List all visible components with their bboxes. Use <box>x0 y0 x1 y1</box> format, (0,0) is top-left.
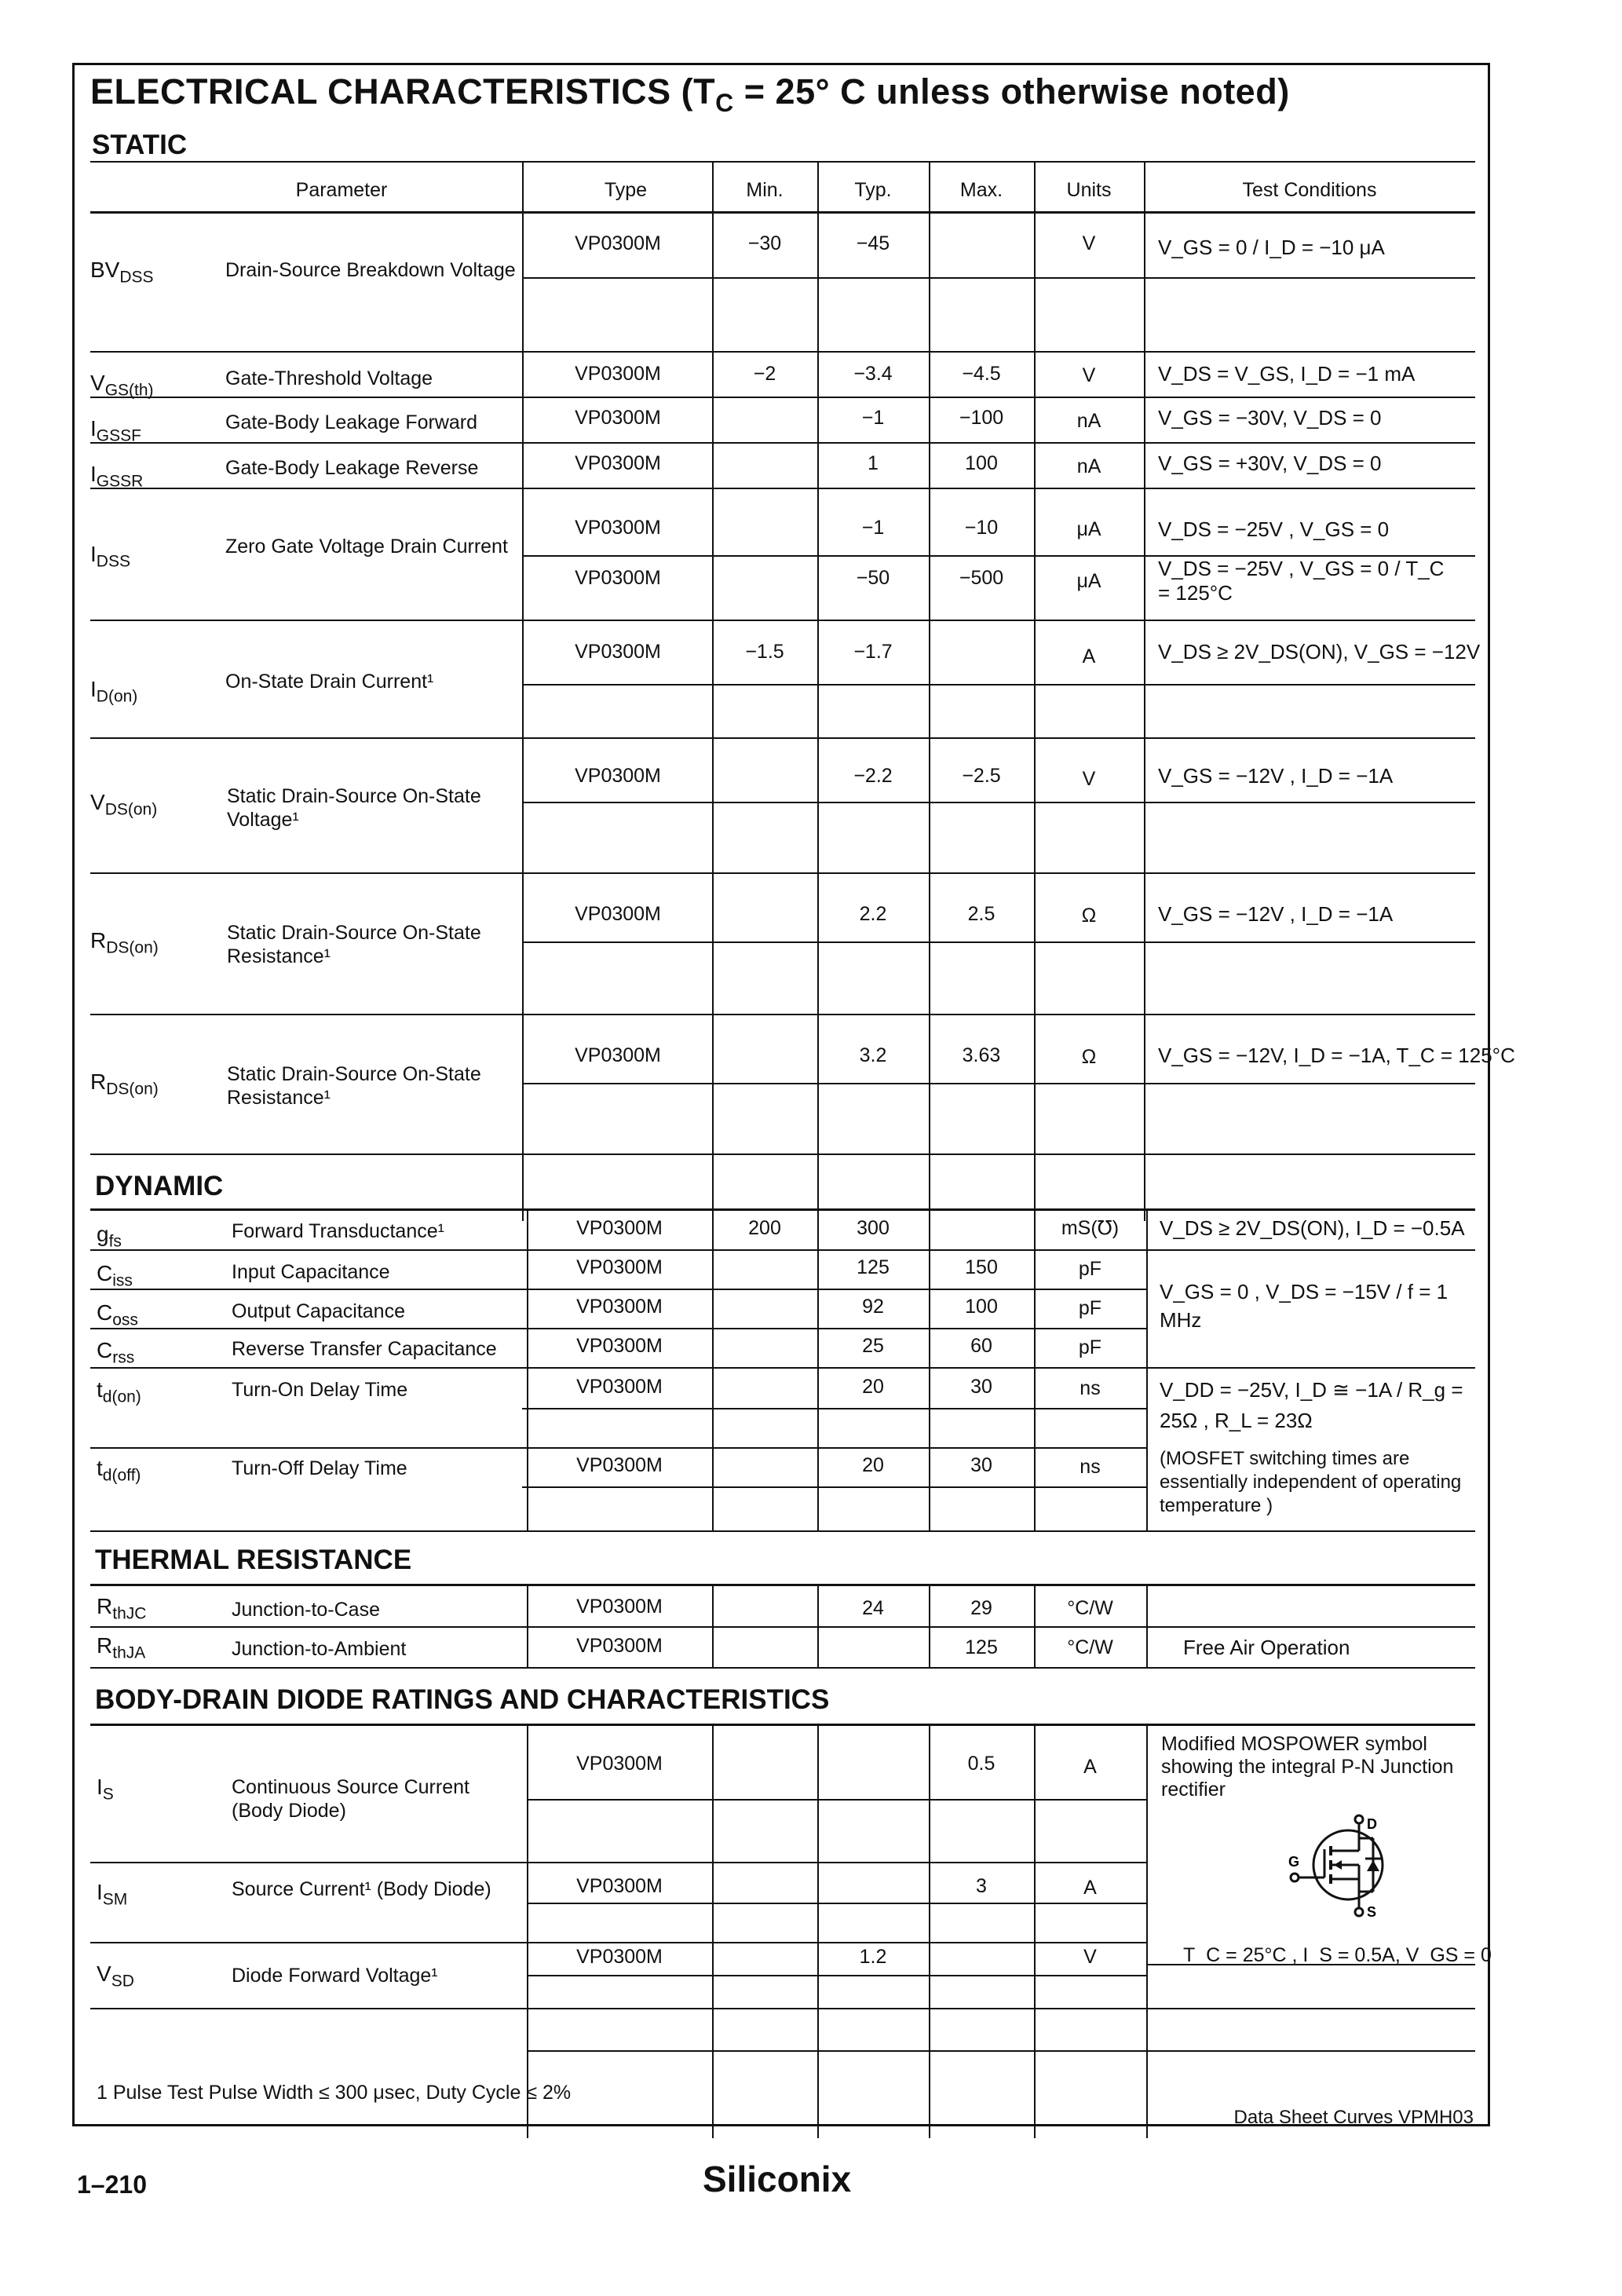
parameter-desc: Reverse Transfer Capacitance <box>232 1338 497 1360</box>
max-value: −100 <box>959 407 1004 429</box>
col-rule <box>712 161 714 1221</box>
max-value: −4.5 <box>962 363 1001 385</box>
col-rule <box>527 1724 528 2138</box>
typ-value: 1.2 <box>859 1946 887 1968</box>
datasheet-frame <box>72 63 1515 2128</box>
test-condition: V_GS = −30V, V_DS = 0 <box>1158 406 1382 430</box>
rule <box>90 1584 1475 1586</box>
type-value: VP0300M <box>576 1454 663 1476</box>
header-typ: Typ. <box>854 179 892 201</box>
symbol: $V_{SD}$ <box>97 1961 134 1991</box>
typ-value: 24 <box>862 1597 884 1619</box>
test-condition: V_DS = V_GS, I_D = −1 mA <box>1158 362 1416 386</box>
type-value: VP0300M <box>575 1044 661 1066</box>
typ-value: −1 <box>861 407 885 429</box>
rule <box>522 684 1475 686</box>
col-rule <box>1146 1208 1148 1530</box>
symbol: $t_{d(off)}$ <box>97 1456 141 1485</box>
type-value: VP0300M <box>576 1753 663 1775</box>
symbol: $C_{rss}$ <box>97 1338 135 1367</box>
rule <box>522 1408 1146 1409</box>
type-value: VP0300M <box>575 407 661 429</box>
col-rule <box>817 1724 819 2138</box>
parameter-desc: Gate-Threshold Voltage <box>225 367 433 389</box>
units-value: pF <box>1078 1258 1102 1280</box>
typ-value: 1 <box>868 452 879 474</box>
rule <box>90 1530 1475 1532</box>
rule <box>90 211 1475 214</box>
units-value: A <box>1083 1877 1097 1899</box>
symbol: $I_{SM}$ <box>97 1880 128 1909</box>
typ-value: −1.7 <box>853 641 893 663</box>
typ-value: −1 <box>861 517 885 539</box>
max-value: 30 <box>970 1376 992 1398</box>
max-value: 60 <box>970 1335 992 1357</box>
typ-value: −45 <box>856 232 890 254</box>
units-value: Ω <box>1081 905 1097 927</box>
symbol: $V_{DS(on)}$ <box>90 790 158 819</box>
parameter-desc: Output Capacitance <box>232 1300 405 1322</box>
typ-value: 300 <box>857 1217 890 1239</box>
rule <box>90 351 1475 353</box>
test-condition: V_DS ≥ 2V_DS(ON), V_GS = −12V <box>1158 640 1481 664</box>
units-value: μA <box>1076 570 1101 592</box>
units-value: A <box>1082 645 1096 667</box>
test-condition: V_DS = −25V , V_GS = 0 / T_C = 125°C <box>1158 557 1445 605</box>
test-condition: V_GS = −12V , I_D = −1A <box>1158 764 1394 788</box>
test-condition: Free Air Operation <box>1183 1636 1350 1659</box>
rule <box>522 1486 1146 1488</box>
rule <box>90 1667 1475 1669</box>
units-value: V <box>1083 1946 1097 1968</box>
min-value: 200 <box>748 1217 781 1239</box>
min-value: −1.5 <box>745 641 784 663</box>
rule <box>527 2050 1475 2052</box>
header-min: Min. <box>746 179 784 201</box>
type-value: VP0300M <box>575 903 661 925</box>
type-value: VP0300M <box>575 232 661 254</box>
header-units: Units <box>1066 179 1112 201</box>
max-value: 0.5 <box>967 1753 995 1775</box>
section-diode: BODY-DRAIN DIODE RATINGS AND CHARACTERISTICS <box>95 1684 830 1715</box>
max-value: 150 <box>965 1256 998 1278</box>
parameter-desc: Static Drain-Source On-State Resistance¹ <box>227 1063 481 1109</box>
rule <box>90 1626 1475 1628</box>
max-value: 29 <box>970 1597 992 1619</box>
header-conditions: Test Conditions <box>1242 179 1377 201</box>
type-value: VP0300M <box>575 452 661 474</box>
col-rule <box>712 1208 714 1530</box>
test-condition: V_GS = 0 / I_D = −10 μA <box>1158 236 1385 259</box>
typ-value: 2.2 <box>859 903 887 925</box>
symbol: $C_{oss}$ <box>97 1300 138 1329</box>
max-value: 125 <box>965 1636 998 1658</box>
symbol: $I_S$ <box>97 1775 114 1804</box>
parameter-desc: Gate-Body Leakage Reverse <box>225 457 479 479</box>
data-sheet-curves: Data Sheet Curves VPMH03 <box>1233 2107 1474 2128</box>
min-value: −2 <box>753 363 776 385</box>
symbol: $R_{thJA}$ <box>97 1633 146 1662</box>
type-value: VP0300M <box>575 765 661 787</box>
max-value: −10 <box>964 517 999 539</box>
symbol: $R_{DS(on)}$ <box>90 1069 159 1099</box>
units-value: nA <box>1076 410 1101 432</box>
type-value: VP0300M <box>576 1946 663 1968</box>
units-value: nA <box>1076 455 1101 477</box>
test-condition: V_DS ≥ 2V_DS(ON), I_D = −0.5A <box>1160 1216 1465 1240</box>
test-condition: V_GS = −12V, I_D = −1A, T_C = 125°C <box>1158 1044 1515 1067</box>
rule <box>90 737 1475 739</box>
col-rule <box>712 1724 714 2138</box>
type-value: VP0300M <box>576 1596 663 1618</box>
max-value: 2.5 <box>967 903 995 925</box>
rule <box>522 802 1475 803</box>
test-condition: Modified MOSPOWER symbol showing the integral P-N Junction rectifier <box>1161 1733 1454 1801</box>
rule <box>90 1208 1475 1211</box>
rule <box>90 1289 1146 1290</box>
rule <box>90 1249 1475 1251</box>
symbol: $I_{D(on)}$ <box>90 677 138 706</box>
units-value: μA <box>1076 518 1101 540</box>
rule <box>527 1903 1146 1904</box>
type-value: VP0300M <box>576 1256 663 1278</box>
units-value: mS(℧) <box>1061 1217 1120 1239</box>
rule <box>90 1153 1475 1155</box>
type-value: VP0300M <box>576 1335 663 1357</box>
rule <box>90 1367 1475 1369</box>
source-label: S <box>1367 1904 1377 1920</box>
type-value: VP0300M <box>576 1376 663 1398</box>
test-condition: V_GS = +30V, V_DS = 0 <box>1158 452 1382 475</box>
units-value: °C/W <box>1067 1636 1113 1658</box>
units-value: ns <box>1080 1377 1101 1399</box>
typ-value: 20 <box>862 1376 884 1398</box>
header-max: Max. <box>959 179 1003 201</box>
units-value: ns <box>1080 1456 1101 1478</box>
symbol: $V_{GS(th)}$ <box>90 371 154 400</box>
page-title: ELECTRICAL CHARACTERISTICS ($T_C = 25^\circ$ C unless otherwise noted) <box>90 71 1290 117</box>
type-value: VP0300M <box>576 1217 663 1239</box>
type-value: VP0300M <box>576 1635 663 1657</box>
typ-value: −50 <box>856 567 890 589</box>
symbol: $R_{thJC}$ <box>97 1594 147 1623</box>
units-value: A <box>1083 1756 1097 1778</box>
units-value: pF <box>1078 1297 1102 1319</box>
symbol: $C_{iss}$ <box>97 1261 133 1290</box>
rule <box>527 1799 1146 1801</box>
symbol: $t_{d(on)}$ <box>97 1377 141 1406</box>
rule <box>90 1328 1146 1329</box>
parameter-desc: Diode Forward Voltage¹ <box>232 1965 438 1987</box>
symbol: $R_{DS(on)}$ <box>90 928 159 957</box>
type-value: VP0300M <box>575 567 661 589</box>
typ-value: 125 <box>857 1256 890 1278</box>
typ-value: −2.2 <box>853 765 893 787</box>
max-value: 100 <box>965 452 998 474</box>
parameter-desc: Continuous Source Current (Body Diode) <box>232 1776 469 1822</box>
parameter-desc: Junction-to-Case <box>232 1599 380 1621</box>
max-value: −500 <box>959 567 1004 589</box>
parameter-desc: Zero Gate Voltage Drain Current <box>225 536 508 558</box>
typ-value: −3.4 <box>853 363 893 385</box>
header-parameter: Parameter <box>295 179 388 201</box>
parameter-desc: Drain-Source Breakdown Voltage <box>225 259 516 281</box>
max-value: 100 <box>965 1296 998 1318</box>
symbol: $g_{fs}$ <box>97 1222 122 1251</box>
rule <box>90 1447 1146 1449</box>
units-value: V <box>1082 232 1096 254</box>
gate-label: G <box>1288 1854 1300 1870</box>
col-rule <box>1034 1724 1036 2138</box>
symbol: $I_{DSS}$ <box>90 542 130 571</box>
type-value: VP0300M <box>576 1296 663 1318</box>
parameter-desc: On-State Drain Current¹ <box>225 671 434 693</box>
units-value: Ω <box>1081 1046 1097 1068</box>
parameter-desc: Forward Transductance¹ <box>232 1220 444 1242</box>
rule <box>90 1862 1146 1863</box>
col-rule <box>929 1724 930 2138</box>
col-rule <box>712 1584 714 1667</box>
rule <box>90 2008 1475 2009</box>
units-value: V <box>1082 768 1096 790</box>
type-value: VP0300M <box>575 517 661 539</box>
drain-label: D <box>1367 1816 1377 1832</box>
rule <box>522 941 1475 943</box>
parameter-desc: Gate-Body Leakage Forward <box>225 411 478 433</box>
min-value: −30 <box>747 232 782 254</box>
test-condition: (MOSFET switching times are essentially independent of operating temperature ) <box>1160 1448 1462 1516</box>
section-thermal: THERMAL RESISTANCE <box>95 1545 412 1575</box>
page-number: 1–210 <box>77 2170 147 2199</box>
parameter-desc: Turn-Off Delay Time <box>232 1457 407 1479</box>
typ-value: 92 <box>862 1296 884 1318</box>
header-type: Type <box>604 179 648 201</box>
rule <box>90 1942 1146 1943</box>
parameter-desc: Junction-to-Ambient <box>232 1638 407 1660</box>
typ-value: 25 <box>862 1335 884 1357</box>
symbol: $I_{GSSF}$ <box>90 416 141 445</box>
typ-value: 3.2 <box>859 1044 887 1066</box>
max-value: −2.5 <box>962 765 1001 787</box>
test-condition: V_DS = −25V , V_GS = 0 <box>1158 517 1390 541</box>
max-value: 3 <box>976 1875 987 1897</box>
rule <box>522 1083 1475 1084</box>
section-static: STATIC <box>92 130 188 160</box>
col-rule <box>1146 1724 1148 2138</box>
parameter-desc: Static Drain-Source On-State Voltage¹ <box>227 785 481 831</box>
section-dynamic: DYNAMIC <box>95 1171 224 1201</box>
rule <box>90 397 1475 398</box>
rule <box>90 1724 1475 1726</box>
rule <box>90 872 1475 874</box>
typ-value: 20 <box>862 1454 884 1476</box>
mospower-symbol <box>1276 1808 1417 1926</box>
symbol: $BV_{DSS}$ <box>90 258 154 287</box>
parameter-desc: Source Current¹ (Body Diode) <box>232 1878 491 1900</box>
units-value: V <box>1082 364 1096 386</box>
footnote: 1 Pulse Test Pulse Width ≤ 300 μsec, Duty Cycle ≤ 2% <box>97 2082 572 2104</box>
units-value: pF <box>1078 1336 1102 1358</box>
parameter-desc: Turn-On Delay Time <box>232 1379 408 1401</box>
rule <box>90 442 1475 444</box>
rule <box>90 1014 1475 1015</box>
brand-logo: Siliconix <box>703 2159 852 2199</box>
type-value: VP0300M <box>575 363 661 385</box>
test-condition: V_GS = −12V , I_D = −1A <box>1158 902 1394 926</box>
rule <box>527 1975 1146 1976</box>
col-rule <box>1146 1584 1148 1667</box>
type-value: VP0300M <box>575 641 661 663</box>
max-value: 30 <box>970 1454 992 1476</box>
col-rule <box>1144 161 1145 1221</box>
units-value: °C/W <box>1067 1597 1113 1619</box>
max-value: 3.63 <box>962 1044 1001 1066</box>
parameter-desc: Static Drain-Source On-State Resistance¹ <box>227 922 481 967</box>
rule <box>90 161 1475 163</box>
test-condition: T_C = 25°C , I_S = 0.5A, V_GS = 0 <box>1183 1944 1492 1966</box>
rule <box>90 620 1475 621</box>
test-condition: V_DD = −25V, I_D ≅ −1A / R_g = 25Ω , R_L = 23Ω <box>1160 1378 1463 1432</box>
parameter-desc: Input Capacitance <box>232 1261 390 1283</box>
symbol: $I_{GSSR}$ <box>90 462 144 491</box>
type-value: VP0300M <box>576 1875 663 1897</box>
rule <box>90 488 1475 489</box>
rule <box>522 277 1475 279</box>
test-condition: V_GS = 0 , V_DS = −15V / f = 1 MHz <box>1160 1280 1448 1333</box>
